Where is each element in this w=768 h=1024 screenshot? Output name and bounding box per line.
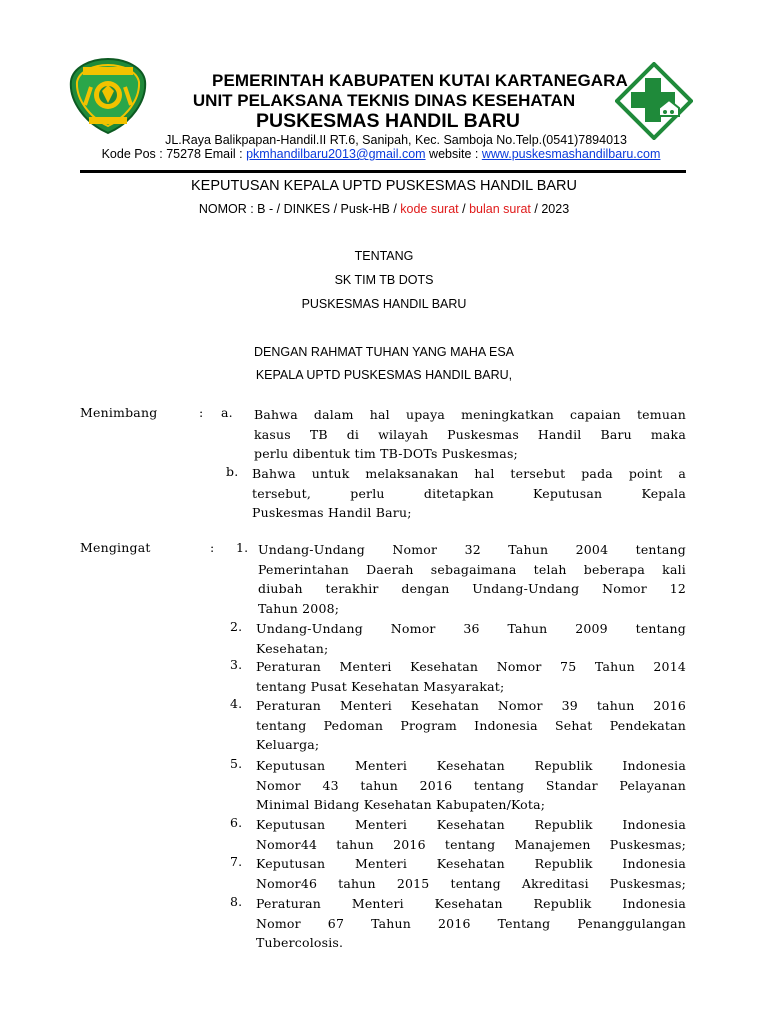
header-government-line: PEMERINTAH KABUPATEN KUTAI KARTANEGARA [212, 71, 628, 90]
mengingat-item-2 [256, 619, 686, 658]
mengingat-item-line: tentang Pusat Kesehatan Masyarakat; [256, 678, 505, 694]
mengingat-item-line: Keputusan Menteri Kesehatan Republik Indonesia [256, 817, 686, 832]
mengingat-item-line: Nomor 67 Tahun 2016 Tentang Penanggulangan [256, 915, 686, 931]
nomor-prefix: NOMOR : B - / DINKES / Pusk-HB / [198, 202, 401, 216]
mengingat-item-7 [256, 854, 686, 893]
bulan-surat-placeholder: bulan surat [469, 202, 531, 216]
mengingat-item-line: Undang-Undang Nomor 36 Tahun 2009 tentang [256, 621, 686, 636]
mengingat-item-1 [258, 540, 686, 618]
mengingat-item-4-num: 4. [230, 696, 243, 711]
website-link[interactable]: www.puskesmashandilbaru.com [481, 147, 661, 161]
mengingat-item-line: Nomor 43 tahun 2016 tentang Standar Pelayanan [256, 777, 686, 793]
mengingat-item-line: Peraturan Menteri Kesehatan Nomor 39 tahun 2016 [256, 698, 686, 713]
mengingat-item-line: Keputusan Menteri Kesehatan Republik Indonesia [256, 856, 686, 871]
kode-surat-placeholder: kode surat [400, 202, 459, 216]
decree-title: KEPUTUSAN KEPALA UPTD PUSKESMAS HANDIL BARU [191, 178, 577, 194]
mengingat-item-5 [256, 756, 686, 815]
mengingat-item-line: Tubercolosis. [256, 935, 344, 950]
mengingat-item-5-num: 5. [230, 756, 243, 771]
menimbang-item-a-num: a. [221, 405, 233, 420]
website-label: website : [425, 147, 482, 161]
mengingat-item-8-num: 8. [230, 894, 243, 909]
menimbang-item-b-line: Puskesmas Handil Baru; [252, 505, 412, 520]
kode-pos-label: Kode Pos : 75278 Email : [101, 147, 247, 161]
mengingat-item-8 [256, 894, 686, 953]
header-address: JL.Raya Balikpapan-Handil.II RT.6, Sanipah, Kec. Samboja No.Telp.(0541)7894013 [165, 133, 627, 147]
mengingat-item-line: Nomor44 tahun 2016 tentang Manajemen Puskesmas; [256, 836, 686, 852]
mengingat-item-line: Nomor46 tahun 2015 tentang Akreditasi Puskesmas; [256, 875, 686, 891]
nomor-year: / 2023 [530, 202, 570, 216]
header-divider [80, 170, 686, 173]
header-unit-line: UNIT PELAKSANA TEKNIS DINAS KESEHATAN [192, 91, 576, 110]
tentang-subject: SK TIM TB DOTS [334, 273, 434, 287]
mengingat-item-line: Peraturan Menteri Kesehatan Republik Indonesia [256, 896, 686, 911]
menimbang-item-a [254, 405, 686, 464]
header-puskesmas-name: PUSKESMAS HANDIL BARU [256, 110, 520, 132]
mengingat-item-line: Peraturan Menteri Kesehatan Nomor 75 Tahun 2014 [256, 659, 686, 674]
menimbang-item-b-num: b. [226, 464, 239, 479]
decree-number [0, 202, 768, 216]
menimbang-item-b-line: Bahwa untuk melaksanakan hal tersebut pada point a [252, 466, 686, 481]
mengingat-item-line: diubah terakhir dengan Undang-Undang Nomor 12 [258, 581, 686, 596]
menimbang-item-b-line: tersebut, perlu ditetapkan Keputusan Kepala [252, 485, 686, 501]
tentang-org: PUSKESMAS HANDIL BARU [301, 297, 467, 311]
mengingat-item-line: Kesehatan; [256, 640, 329, 656]
mengingat-item-line: Tahun 2008; [258, 600, 340, 616]
menimbang-item-a-line: kasus TB di wilayah Puskesmas Handil Baru maka [254, 426, 686, 442]
mengingat-item-line: Keputusan Menteri Kesehatan Republik Indonesia [256, 758, 686, 773]
mengingat-item-line: Undang-Undang Nomor 32 Tahun 2004 tentang [258, 542, 686, 557]
menimbang-colon: : [199, 405, 204, 420]
tentang-label: TENTANG [354, 249, 414, 263]
preamble-line-1: DENGAN RAHMAT TUHAN YANG MAHA ESA [253, 345, 514, 359]
mengingat-item-line: Keluarga; [256, 737, 320, 752]
mengingat-item-4 [256, 696, 686, 755]
menimbang-item-a-line: Bahwa dalam hal upaya meningkatkan capaian temuan [254, 407, 686, 422]
mengingat-label: Mengingat [80, 540, 151, 555]
mengingat-item-3 [256, 657, 686, 696]
header-contact [0, 147, 765, 161]
mengingat-item-7-num: 7. [230, 854, 243, 869]
menimbang-item-b [252, 464, 686, 523]
menimbang-item-a-line: perlu dibentuk tim TB-DOTs Puskesmas; [254, 446, 518, 461]
mengingat-item-2-num: 2. [230, 619, 243, 634]
mengingat-colon: : [210, 540, 215, 555]
menimbang-label: Menimbang [80, 405, 158, 420]
mengingat-item-line: Pemerintahan Daerah sebagaimana telah beberapa kali [258, 561, 686, 577]
mengingat-item-3-num: 3. [230, 657, 243, 672]
mengingat-item-6-num: 6. [230, 815, 243, 830]
mengingat-item-6 [256, 815, 686, 854]
mengingat-item-line: tentang Pedoman Program Indonesia Sehat Pendekatan [256, 717, 686, 733]
email-link[interactable]: pkmhandilbaru2013@gmail.com [246, 147, 426, 161]
preamble-line-2: KEPALA UPTD PUSKESMAS HANDIL BARU, [255, 368, 513, 382]
mengingat-item-line: Minimal Bidang Kesehatan Kabupaten/Kota; [256, 797, 546, 812]
mengingat-item-1-num: 1. [236, 540, 249, 555]
nomor-separator: / [458, 202, 470, 216]
